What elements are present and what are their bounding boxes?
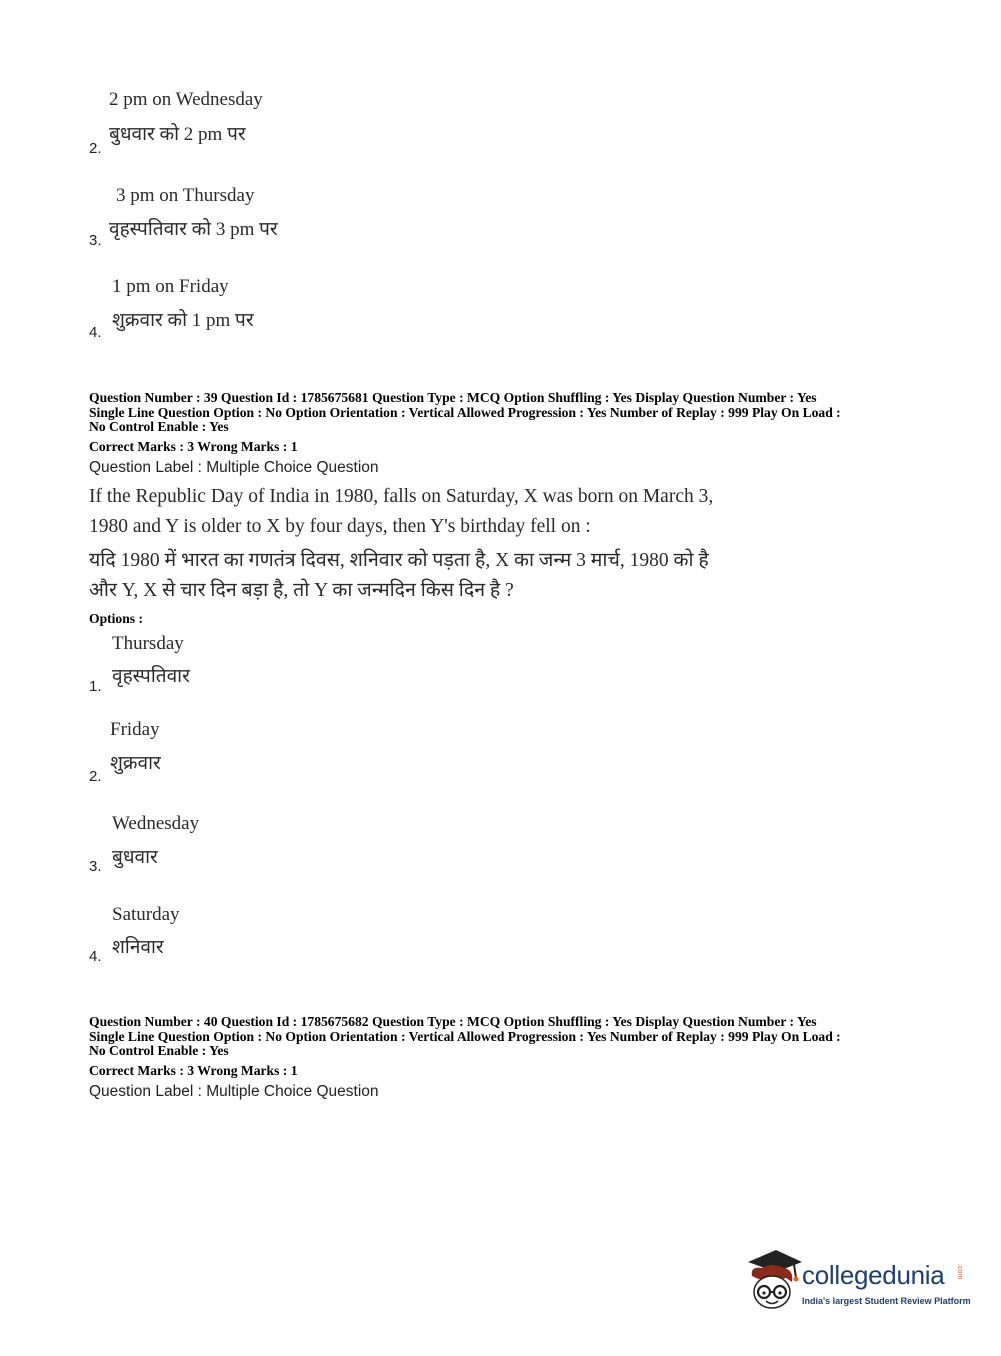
q39-meta-line-1: Question Number : 39 Question Id : 1785675681 Question Type : MCQ Option Shuffling : Yes Display Question Number : Yes: [89, 390, 817, 405]
mascot-icon: [742, 1248, 804, 1318]
q39-option-2-hi: शुक्रवार: [110, 753, 161, 774]
collegedunia-logo: [742, 1248, 972, 1318]
q39-text-en-line-2: 1980 and Y is older to X by four days, then Y's birthday fell on :: [89, 516, 591, 537]
prev-option-4-hi: शुक्रवार को 1 pm पर: [112, 310, 254, 331]
q39-option-2-number: 2.: [89, 768, 102, 785]
q39-option-1-en: Thursday: [112, 633, 184, 654]
prev-option-2-number: 2.: [89, 140, 102, 157]
q39-option-2-en: Friday: [110, 719, 160, 740]
q40-meta-line-2: Single Line Question Option : No Option Orientation : Vertical Allowed Progression : Yes Number of Replay : 999 Play On Load :: [89, 1029, 841, 1044]
q39-option-3-en: Wednesday: [112, 813, 200, 834]
prev-option-3-hi: वृहस्पतिवार को 3 pm पर: [109, 219, 278, 240]
q40-meta-line-3: No Control Enable : Yes: [89, 1043, 229, 1058]
prev-option-2-en: 2 pm on Wednesday: [109, 89, 263, 110]
q39-option-4-en: Saturday: [112, 904, 180, 925]
q39-meta-line-2: Single Line Question Option : No Option Orientation : Vertical Allowed Progression : Yes Number of Replay : 999 Play On Load :: [89, 405, 841, 420]
q39-option-3-number: 3.: [89, 858, 102, 875]
q40-question-label: Question Label : Multiple Choice Question: [89, 1083, 379, 1100]
q39-question-label: Question Label : Multiple Choice Question: [89, 459, 379, 476]
prev-option-2-hi: बुधवार को 2 pm पर: [109, 124, 246, 145]
q39-option-1-number: 1.: [89, 678, 102, 695]
prev-option-4-en: 1 pm on Friday: [112, 276, 229, 297]
prev-option-3-number: 3.: [89, 232, 102, 249]
q39-meta-line-3: No Control Enable : Yes: [89, 419, 229, 434]
q39-marks: Correct Marks : 3 Wrong Marks : 1: [89, 439, 298, 454]
q39-option-4-number: 4.: [89, 948, 102, 965]
q39-text-en-line-1: If the Republic Day of India in 1980, falls on Saturday, X was born on March 3,: [89, 486, 714, 507]
logo-tagline: India's largest Student Review Platform: [802, 1296, 971, 1306]
q39-option-4-hi: शनिवार: [112, 937, 164, 958]
q39-text-hi-line-1: यदि 1980 में भारत का गणतंत्र दिवस, शनिवार को पड़ता है, X का जन्म 3 मार्च, 1980 को है: [89, 550, 709, 571]
q39-options-label: Options :: [89, 611, 144, 626]
prev-option-4-number: 4.: [89, 324, 102, 341]
prev-option-3-en: 3 pm on Thursday: [116, 185, 255, 206]
logo-wordmark: collegedunia: [802, 1260, 945, 1290]
q39-option-1-hi: वृहस्पतिवार: [112, 666, 190, 687]
q40-meta-line-1: Question Number : 40 Question Id : 1785675682 Question Type : MCQ Option Shuffling : Yes Display Question Number : Yes: [89, 1014, 817, 1029]
q39-text-hi-line-2: और Y, X से चार दिन बड़ा है, तो Y का जन्मदिन किस दिन है ?: [89, 580, 514, 601]
logo-suffix: .com: [956, 1264, 963, 1280]
q39-option-3-hi: बुधवार: [112, 847, 158, 868]
q40-marks: Correct Marks : 3 Wrong Marks : 1: [89, 1063, 298, 1078]
